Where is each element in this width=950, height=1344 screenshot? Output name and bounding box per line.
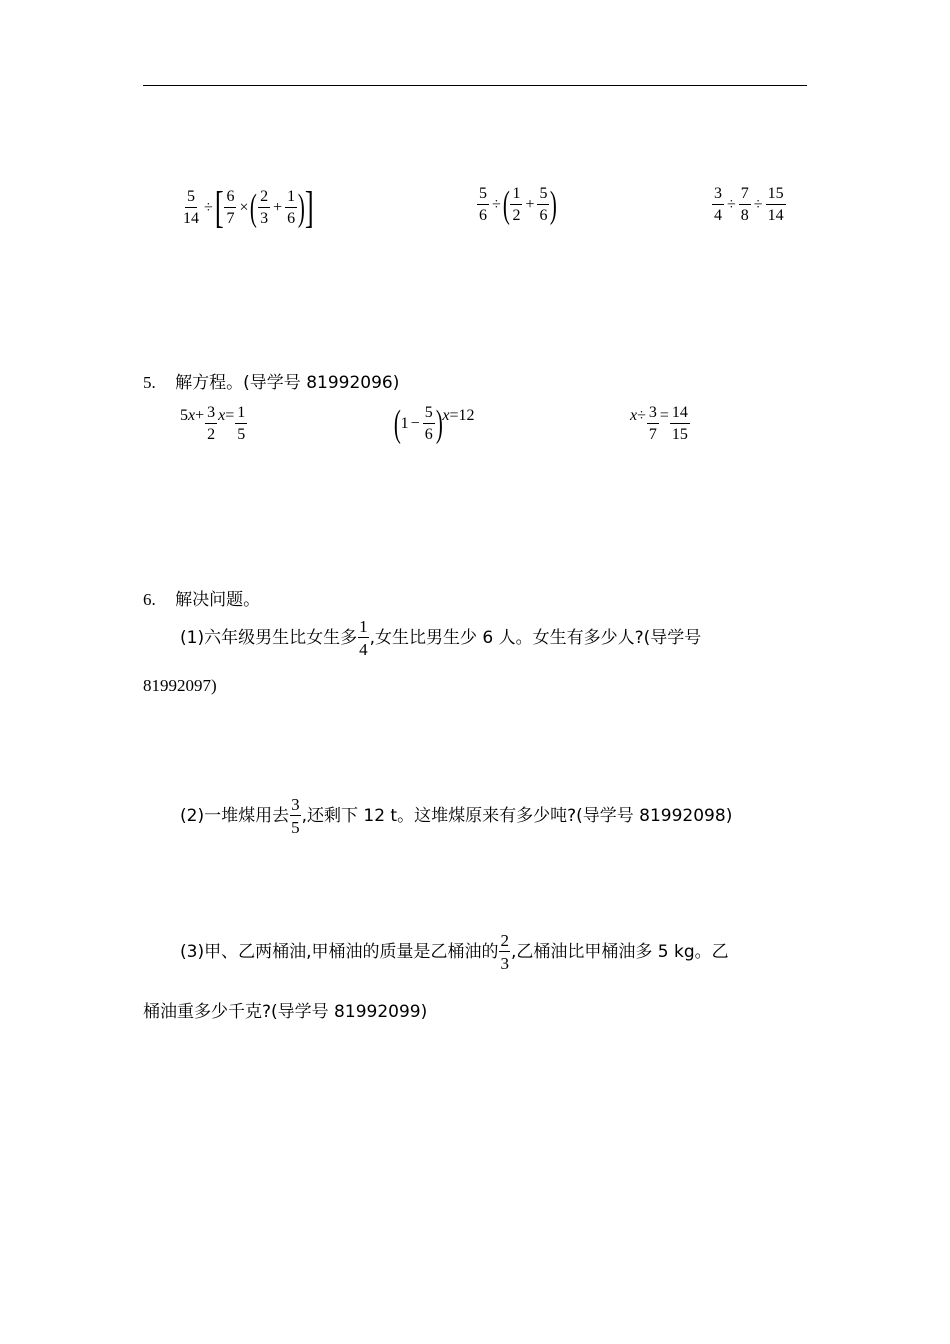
question-title: 解决问题。	[175, 590, 261, 610]
problem-1-continuation: 81992097)	[143, 676, 217, 695]
fraction: $\frac{3}{5}$	[291, 795, 300, 837]
header-rule	[143, 85, 807, 86]
question-5-heading	[143, 368, 399, 393]
calc-expression-2: $\frac{5}{6}$ ÷ ( $\frac{1}{2}$ + $\frac{5}{6}$ )	[479, 184, 558, 226]
fraction: $\frac{3}{2}$	[207, 404, 216, 443]
fraction: $\frac{1}{2}$	[512, 185, 521, 224]
fraction: $\frac{1}{5}$	[237, 404, 246, 443]
fraction: $\frac{15}{14}$	[767, 185, 784, 224]
fraction: $\frac{6}{7}$	[226, 188, 235, 227]
fraction: $\frac{2}{3}$	[260, 188, 269, 227]
fraction: $\frac{5}{6}$	[424, 404, 433, 443]
problem-3-continuation: 桶油重多少千克?(导学号 81992099)	[143, 1002, 428, 1022]
calc-expression-3: $\frac{3}{4}$ ÷ $\frac{7}{8}$ ÷ $\frac{15}{14}$	[714, 185, 784, 224]
fraction: $\frac{3}{7}$	[648, 404, 657, 443]
equation-1: 5 x + $\frac{3}{2}$ x = $\frac{1}{5}$	[180, 404, 246, 443]
equation-2: ( 1 − $\frac{5}{6}$ ) x =12	[393, 403, 475, 445]
fraction: $\frac{5}{6}$	[539, 185, 548, 224]
problem-1: (1)六年级男生比女生多 $\frac{1}{4}$ ,女生比男生少 6 人。女生有多少人?(导学号	[180, 617, 702, 659]
fraction: $\frac{14}{15}$	[671, 404, 688, 443]
problem-2: (2)一堆煤用去 $\frac{3}{5}$ ,还剩下 12 t。这堆煤原来有多少吨?(导学号 81992098)	[180, 795, 733, 837]
fraction: $\frac{3}{4}$	[714, 185, 722, 224]
question-number: 6.	[143, 590, 156, 609]
question-number: 5.	[143, 373, 156, 392]
question-6-heading	[143, 585, 260, 610]
question-title: 解方程。(导学号 81992096)	[175, 373, 400, 393]
fraction: $\frac{5}{6}$	[479, 185, 487, 224]
fraction: $\frac{7}{8}$	[740, 185, 749, 224]
fraction: $\frac{2}{3}$	[500, 931, 509, 973]
equation-3: x ÷ $\frac{3}{7}$ = $\frac{14}{15}$	[630, 404, 688, 443]
fraction: $\frac{1}{4}$	[359, 617, 368, 659]
fraction: $\frac{5}{14}$	[183, 188, 199, 227]
fraction: $\frac{1}{6}$	[287, 188, 296, 227]
problem-3: (3)甲、乙两桶油,甲桶油的质量是乙桶油的 $\frac{2}{3}$ ,乙桶油比甲桶油多 5 kg。乙	[180, 931, 729, 973]
calc-expression-1: $\frac{5}{14}$ ÷ [ $\frac{6}{7}$ × ( $\frac{2}{3}$ + $\frac{1}{6}$ ) ]	[183, 183, 314, 232]
